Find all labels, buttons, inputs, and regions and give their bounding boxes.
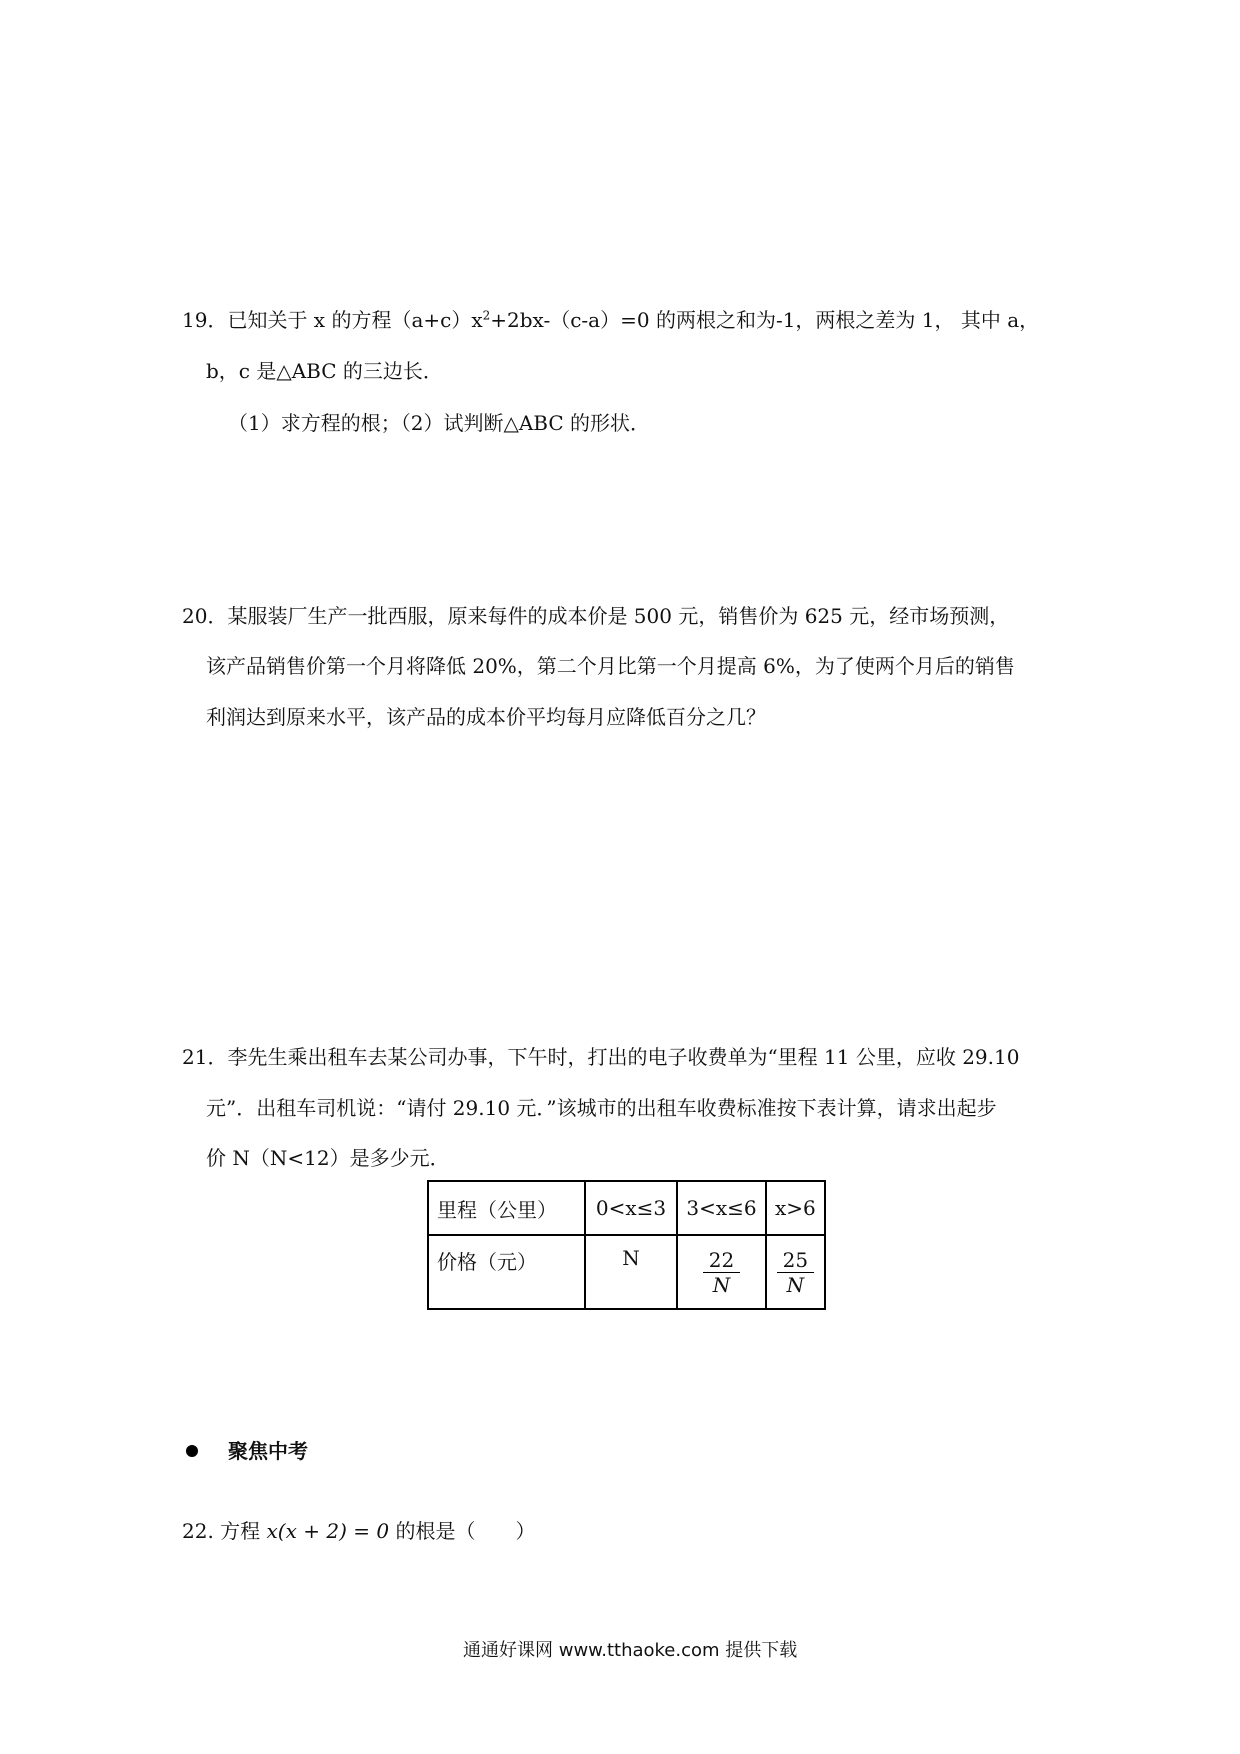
- q22-equation: x(x + 2) = 0: [266, 1519, 390, 1543]
- fraction-denominator: N: [712, 1272, 731, 1297]
- fraction-denominator: N: [786, 1272, 805, 1297]
- row-label-price: 价格（元）: [428, 1235, 585, 1309]
- fare-table-header-row: [428, 1181, 825, 1235]
- header-range-3: x>6: [766, 1181, 825, 1235]
- fare-table: [427, 1180, 826, 1310]
- q20-line2: 该产品销售价第一个月将降低 20%，第二个月比第一个月提高 6%，为了使两个月后的销售: [206, 654, 1015, 678]
- price-cell-2: [677, 1235, 766, 1309]
- q19-line1-b: +2bx-（c-a）=0 的两根之和为-1，两根之差为 1， 其中 a，: [490, 308, 1040, 332]
- section-title: 聚焦中考: [228, 1439, 308, 1463]
- q22-line: [182, 1517, 535, 1545]
- q21-line1: 21．李先生乘出租车去某公司办事，下午时，打出的电子收费单为“里程 11 公里，应收 29.10: [182, 1045, 1020, 1069]
- header-range-2: 3<x≤6: [677, 1181, 766, 1235]
- fraction-numerator: 22: [703, 1248, 740, 1273]
- q21-line3: 价 N（N<12）是多少元．: [206, 1146, 450, 1170]
- q19-line3: （1）求方程的根；（2）试判断△ABC 的形状．: [228, 411, 651, 435]
- price-cell-1: N: [585, 1235, 677, 1309]
- fare-table-price-row: [428, 1235, 825, 1309]
- bullet-icon: [186, 1445, 198, 1457]
- q22-prefix: 22. 方程: [182, 1519, 267, 1543]
- header-range-1: 0<x≤3: [585, 1181, 677, 1235]
- q19-line1-a: 19．已知关于 x 的方程（a+c）x: [182, 308, 483, 332]
- q20-line3: 利润达到原来水平，该产品的成本价平均每月应降低百分之几？: [206, 705, 766, 729]
- q19-exponent: 2: [482, 308, 491, 323]
- footer-text: 通通好课网 www.tthaoke.com 提供下载: [463, 1640, 798, 1661]
- q22-suffix: 的根是（ ）: [389, 1519, 536, 1543]
- fraction-numerator: 25: [777, 1248, 814, 1273]
- q21-line2: 元”．出租车司机说：“请付 29.10 元．”该城市的出租车收费标准按下表计算，请求出起步: [206, 1096, 997, 1120]
- fraction-22-over-n: [703, 1248, 740, 1297]
- q19-line1: [182, 306, 1039, 334]
- header-distance: 里程（公里）: [428, 1181, 585, 1235]
- price-cell-3: [766, 1235, 825, 1309]
- q20-line1: 20．某服装厂生产一批西服，原来每件的成本价是 500 元，销售价为 625 元，经市场预测，: [182, 604, 1010, 628]
- q19-line2: b，c 是△ABC 的三边长．: [206, 359, 443, 383]
- fraction-25-over-n: [777, 1248, 814, 1297]
